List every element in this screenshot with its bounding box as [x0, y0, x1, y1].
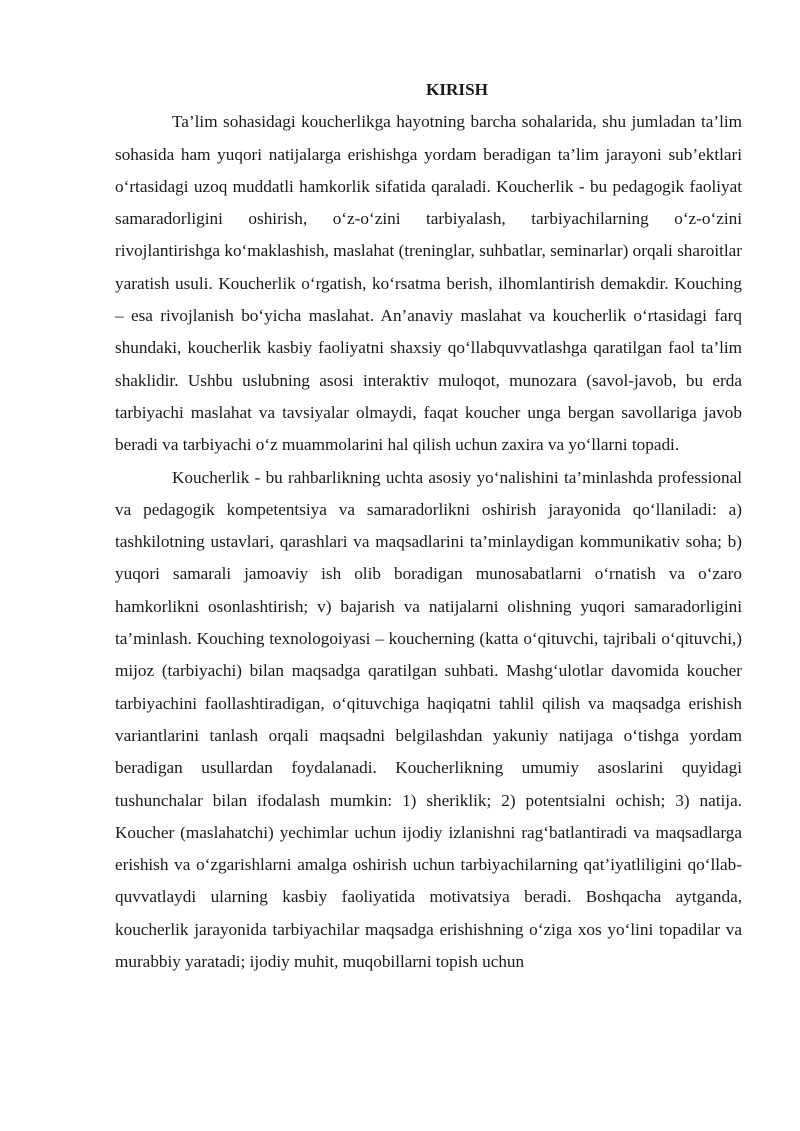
paragraph-2: Koucherlik - bu rahbarlikning uchta asosiy yo‘nalishini ta’minlashda professional va pedagogik kompetentsiya va samaradorlikni oshirish jarayonida qo‘llaniladi: a) tashkilotning ustavlari, qarashlari va maqsadlarini ta’minlaydigan kommunikativ soha; b) yuqori samarali jamoaviy ish olib boradigan munosabatlarni o‘rnatish va o‘zaro hamkorlikni osonlashtirish; v) bajarish va natijalarni olishning yuqori samaradorligini ta’minlash. Kouching texnologoiyasi – koucherning (katta o‘qituvchi, tajribali o‘qituvchi,) mijoz (tarbiyachi) bilan maqsadga qaratilgan suhbati. Mashg‘ulotlar davomida koucher tarbiyachini faollashtiradigan, o‘qituvchiga haqiqatni tahlil qilish va maqsadga erishish variantlarini tanlash orqali maqsadni belgilashdan yakuniy natijaga o‘tishga yordam beradigan usullardan foydalanadi. Koucherlikning umumiy asoslarini quyidagi tushunchalar bilan ifodalash mumkin: 1) sheriklik; 2) potentsialni ochish; 3) natija. Koucher (maslahatchi) yechimlar uchun ijodiy izlanishni rag‘batlantiradi va maqsadlarga erishish va o‘zgarishlarni amalga oshirish uchun tarbiyachilarning qat’iyatliligini qo‘llab-quvvatlaydi ularning kasbiy faoliyatida motivatsiya beradi. Boshqacha aytganda, koucherlik jarayonida tarbiyachilar maqsadga erishishning o‘ziga xos yo‘lini topadilar va murabbiy yaratadi; ijodiy muhit, muqobillarni topish uchun [115, 467, 742, 972]
paragraph-1: Ta’lim sohasidagi koucherlikga hayotning barcha sohalarida, shu jumladan ta’lim sohasida ham yuqori natijalarga erishishga yordam beradigan ta’lim jarayoni sub’ektlari o‘rtasidagi uzoq muddatli hamkorlik sifatida qaraladi. Koucherlik - bu pedagogik faoliyat samaradorligini oshirish, o‘z-o‘zini tarbiyalash, tarbiyachilarning o‘z-o‘zini rivojlantirishga ko‘maklashish, maslahat (treninglar, suhbatlar, seminarlar) orqali sharoitlar yaratish usuli. Koucherlik o‘rgatish, ko‘rsatma berish, ilhomlantirish demakdir. Kouching – esa rivojlanish bo‘yicha maslahat. An’anaviy maslahat va koucherlik o‘rtasidagi farq shundaki, koucherlik kasbiy faoliyatni shaxsiy qo‘llabquvvatlashga qaratilgan faol ta’lim shaklidir. Ushbu uslubning asosi interaktiv muloqot, munozara (savol-javob, bu erda tarbiyachi maslahat va tavsiyalar olmaydi, faqat koucher unga bergan savollariga javob beradi va tarbiyachi o‘z muammolarini hal qilish uchun zaxira va yo‘llarni topadi. [115, 112, 742, 455]
document-body [115, 74, 742, 978]
page-title: KIRISH [425, 80, 489, 99]
